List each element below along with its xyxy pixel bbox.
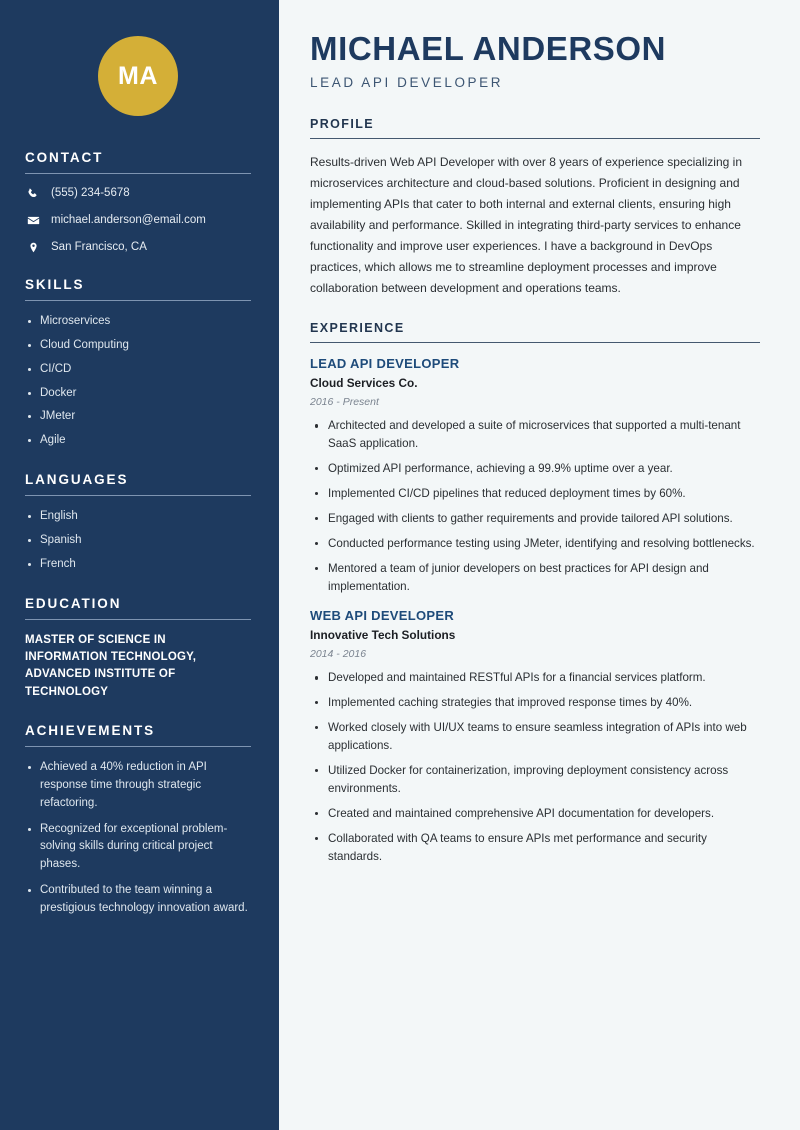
avatar-wrapper — [25, 0, 251, 150]
job-title: LEAD API DEVELOPER — [310, 356, 460, 372]
page-title: MICHAEL ANDERSON — [310, 30, 667, 67]
list-item: Agile — [25, 432, 251, 450]
avatar — [98, 36, 178, 116]
list-item: Achieved a 40% reduction in API response time through strategic refactoring. — [25, 759, 251, 812]
phone-icon — [25, 188, 41, 200]
list-item: Spanish — [25, 532, 251, 550]
list-item: Cloud Computing — [25, 337, 251, 355]
education-heading: EDUCATION — [25, 595, 122, 611]
list-item: French — [25, 556, 251, 574]
education-divider — [25, 619, 251, 620]
sidebar-section-achievements — [25, 723, 251, 918]
list-item: Collaborated with QA teams to ensure APIs met performance and security standards. — [310, 830, 760, 866]
list-item: Developed and maintained RESTful APIs for a financial services platform. — [310, 669, 760, 687]
job-dates: 2014 - 2016 — [310, 647, 367, 660]
contact-divider — [25, 173, 251, 174]
list-item: CI/CD — [25, 361, 251, 379]
languages-list — [25, 508, 251, 573]
map-pin-icon — [25, 241, 41, 254]
education-entry: MASTER OF SCIENCE IN INFORMATION TECHNOLOGY, ADVANCED INSTITUTE OF TECHNOLOGY — [25, 633, 197, 698]
list-item: Contributed to the team winning a prestigious technology innovation award. — [25, 882, 251, 918]
achievements-list — [25, 759, 251, 918]
job-company: Cloud Services Co. — [310, 376, 418, 391]
section-profile — [310, 117, 760, 299]
list-item: Optimized API performance, achieving a 99.9% uptime over a year. — [310, 460, 760, 478]
skills-list — [25, 313, 251, 450]
list-item: Architected and developed a suite of microservices that supported a multi-tenant SaaS application. — [310, 417, 760, 453]
sidebar-section-skills — [25, 277, 251, 450]
contact-item-phone[interactable] — [25, 186, 251, 201]
avatar-initials: MA — [118, 61, 158, 90]
languages-heading: LANGUAGES — [25, 472, 129, 488]
envelope-icon — [25, 214, 41, 227]
list-item: JMeter — [25, 408, 251, 426]
sidebar — [0, 0, 279, 1130]
achievements-heading: ACHIEVEMENTS — [25, 722, 156, 738]
job-bullet-list — [310, 669, 760, 866]
profile-text: Results-driven Web API Developer with over 8 years of experience specializing in microservices architecture and cloud-based solutions. Proficient in designing and implementing APIs that cater to both internal and external clients, ensuring high availability and performance. Skilled in integrating third-party services to enhance functionality and improve user experiences. I have a background in DevOps practices, which allows me to streamline deployment processes and improve collaboration between development and operations teams. — [310, 155, 742, 296]
contact-heading: CONTACT — [25, 150, 104, 165]
list-item: Mentored a team of junior developers on best practices for API design and implementation. — [310, 560, 760, 596]
job-bullet-list — [310, 417, 760, 596]
list-item: English — [25, 508, 251, 526]
contact-list — [25, 186, 251, 255]
languages-divider — [25, 495, 251, 496]
contact-location-value: San Francisco, CA — [51, 241, 147, 254]
main-content — [279, 0, 800, 1130]
list-item: Created and maintained comprehensive API documentation for developers. — [310, 805, 760, 823]
list-item: Docker — [25, 385, 251, 403]
list-item: Engaged with clients to gather requirements and provide tailored API solutions. — [310, 510, 760, 528]
contact-item-email[interactable] — [25, 213, 251, 228]
list-item: Conducted performance testing using JMeter, identifying and resolving bottlenecks. — [310, 535, 760, 553]
section-experience — [310, 321, 760, 866]
list-item: Utilized Docker for containerization, improving deployment consistency across environments. — [310, 762, 760, 798]
list-item: Recognized for exceptional problem-solving skills during critical project phases. — [25, 821, 251, 874]
job-company: Innovative Tech Solutions — [310, 628, 456, 643]
job-dates: 2016 - Present — [310, 395, 379, 408]
list-item: Worked closely with UI/UX teams to ensure seamless integration of APIs into web applications. — [310, 719, 760, 755]
contact-phone-value: (555) 234-5678 — [51, 187, 130, 200]
sidebar-section-education — [25, 596, 251, 701]
experience-divider — [310, 342, 760, 343]
contact-item-location[interactable] — [25, 240, 251, 255]
list-item: Microservices — [25, 313, 251, 331]
skills-heading: SKILLS — [25, 277, 85, 292]
contact-email-value: michael.anderson@email.com — [51, 214, 206, 227]
experience-heading: EXPERIENCE — [310, 321, 405, 336]
list-item: Implemented CI/CD pipelines that reduced deployment times by 60%. — [310, 485, 760, 503]
experience-entry — [310, 608, 760, 866]
list-item: Implemented caching strategies that improved response times by 40%. — [310, 694, 760, 712]
sidebar-section-contact — [25, 150, 251, 255]
profile-divider — [310, 138, 760, 139]
sidebar-section-languages — [25, 472, 251, 574]
job-role-subtitle: LEAD API DEVELOPER — [310, 74, 504, 90]
achievements-divider — [25, 746, 251, 747]
profile-heading: PROFILE — [310, 117, 374, 132]
experience-entry — [310, 356, 760, 596]
skills-divider — [25, 300, 251, 301]
job-title: WEB API DEVELOPER — [310, 608, 455, 624]
